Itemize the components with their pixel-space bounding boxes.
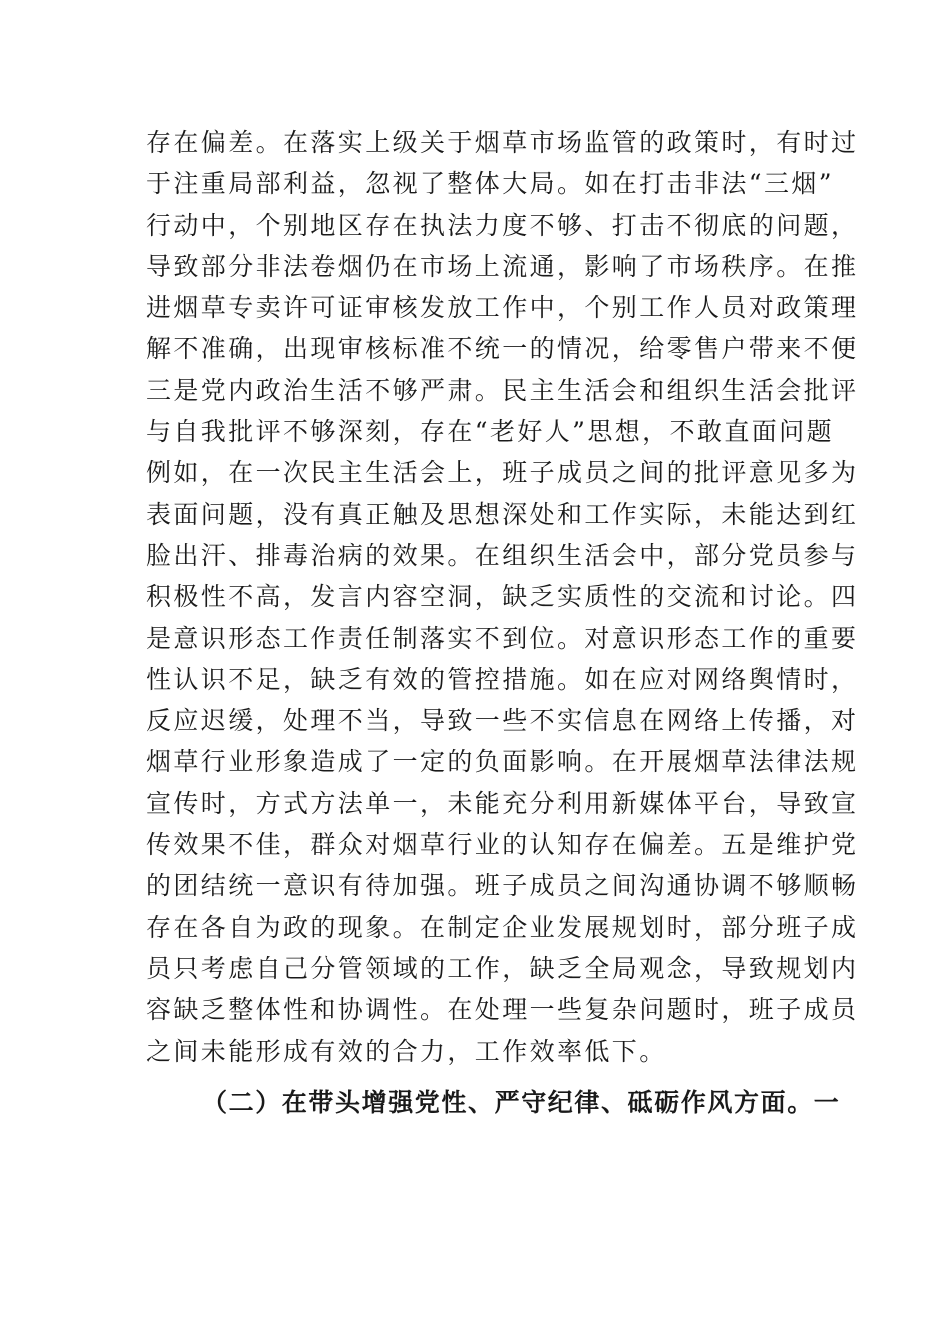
paragraph-line: 解不准确，出现审核标准不统一的情况，给零售户带来不便 bbox=[146, 334, 859, 364]
section-heading: （二）在带头增强党性、严守纪律、砥砺作风方面。一 bbox=[202, 1087, 841, 1117]
paragraph-line: 反应迟缓，处理不当，导致一些不实信息在网络上传播，对 bbox=[146, 706, 859, 736]
paragraph-line: 存在各自为政的现象。在制定企业发展规划时，部分班子成 bbox=[146, 912, 859, 942]
paragraph-line: 存在偏差。在落实上级关于烟草市场监管的政策时，有时过 bbox=[146, 128, 859, 157]
paragraph-line: 烟草行业形象造成了一定的负面影响。在开展烟草法律法规 bbox=[146, 747, 859, 777]
paragraph-line: 行动中，个别地区存在执法力度不够、打击不彻底的问题， bbox=[146, 210, 859, 240]
paragraph-line: 性认识不足，缺乏有效的管控措施。如在应对网络舆情时， bbox=[146, 664, 859, 694]
paragraph-line: 传效果不佳，群众对烟草行业的认知存在偏差。五是维护党 bbox=[146, 830, 859, 860]
paragraph-line: 之间未能形成有效的合力，工作效率低下。 bbox=[146, 1036, 667, 1066]
paragraph-line: 容缺乏整体性和协调性。在处理一些复杂问题时，班子成员 bbox=[146, 995, 859, 1025]
paragraph-line: 脸出汗、排毒治病的效果。在组织生活会中，部分党员参与 bbox=[146, 540, 859, 570]
paragraph-line: 的团结统一意识有待加强。班子成员之间沟通协调不够顺畅 bbox=[146, 871, 859, 901]
paragraph-line: 与自我批评不够深刻，存在“老好人”思想，不敢直面问题 bbox=[146, 417, 834, 447]
paragraph-line: 员只考虑自己分管领域的工作，缺乏全局观念，导致规划内 bbox=[146, 953, 859, 983]
paragraph-line: 导致部分非法卷烟仍在市场上流通，影响了市场秩序。在推 bbox=[146, 251, 859, 281]
paragraph-line: 积极性不高，发言内容空洞，缺乏实质性的交流和讨论。四 bbox=[146, 582, 859, 612]
paragraph-line: 宣传时，方式方法单一，未能充分利用新媒体平台，导致宣 bbox=[146, 788, 859, 818]
paragraph-line: 表面问题，没有真正触及思想深处和工作实际，未能达到红 bbox=[146, 499, 859, 529]
paragraph-line: 三是党内政治生活不够严肃。民主生活会和组织生活会批评 bbox=[146, 375, 859, 405]
body-text bbox=[146, 122, 859, 1123]
paragraph-line: 是意识形态工作责任制落实不到位。对意识形态工作的重要 bbox=[146, 623, 859, 653]
paragraph-line: 于注重局部利益，忽视了整体大局。如在打击非法“三烟” bbox=[146, 169, 834, 199]
paragraph-line: 进烟草专卖许可证审核发放工作中，个别工作人员对政策理 bbox=[146, 293, 859, 323]
paragraph-line: 例如，在一次民主生活会上，班子成员之间的批评意见多为 bbox=[146, 458, 859, 488]
